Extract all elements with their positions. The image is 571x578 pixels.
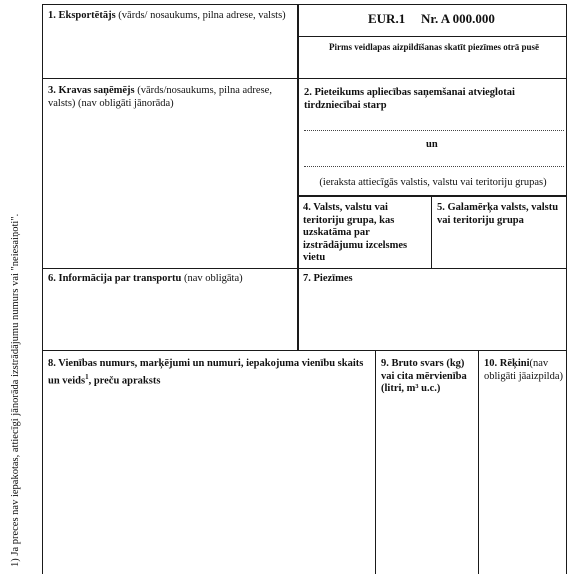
field-8-label: 8. Vienības numurs, marķējumi un numuri, iepakojuma vienību skaits un veids bbox=[48, 358, 364, 386]
field-3-detail: (vārds/nosaukums, pilna adrese, valsts) (nav obligāti jānorāda) bbox=[48, 85, 272, 109]
col-9-10 bbox=[478, 350, 479, 574]
frame-right bbox=[566, 4, 567, 574]
divider-row4 bbox=[42, 350, 567, 351]
field-1-label: 1. Eksportētājs bbox=[48, 10, 116, 21]
form-instruction: Pirms veidlapas aizpildīšanas skatīt piezīmes otrā pusē bbox=[328, 42, 539, 52]
box2-bottom bbox=[297, 195, 567, 197]
field-5-destination[interactable]: 5. Galamērķa valsts, valstu vai teritoriju grupa bbox=[437, 202, 559, 226]
field-1-exporter[interactable] bbox=[48, 10, 294, 23]
field-7-remarks[interactable]: 7. Piezīmes bbox=[303, 273, 353, 284]
col-8-9 bbox=[375, 350, 376, 574]
field-4-origin[interactable]: 4. Valsts, valstu vai teritoriju grupa, kas uzskatāma par izstrādājumu izcelsmes vietu bbox=[303, 202, 408, 263]
field-6-label: 6. Informācija par transportu bbox=[48, 273, 182, 284]
divider-header bbox=[297, 36, 567, 37]
field-2-dotted-line-2[interactable] bbox=[304, 166, 564, 167]
field-6-transport[interactable] bbox=[48, 273, 294, 286]
field-8-goods[interactable] bbox=[48, 358, 370, 388]
form-title: EUR.1 bbox=[368, 11, 406, 26]
field-2-label: 2. Pieteikums apliecības saņemšanai atvieglotai tirdzniecībai starp bbox=[304, 87, 515, 111]
field-2-conjunction: un bbox=[426, 139, 438, 150]
form-number: Nr. A 000.000 bbox=[421, 11, 495, 26]
frame-left bbox=[42, 4, 43, 574]
side-footnote: 1) Ja preces nav iepakotas, attiecīgi jānorāda izstrādājumu numurs vai "neiesaiņoti". bbox=[10, 213, 21, 567]
divider-row1 bbox=[42, 78, 567, 79]
field-1-detail: (vārds/ nosaukums, pilna adrese, valsts) bbox=[115, 10, 286, 21]
field-2-dotted-line-1[interactable] bbox=[304, 130, 564, 131]
field-8-label-end: , preču apraksts bbox=[88, 375, 161, 386]
divider-row3 bbox=[42, 268, 567, 269]
col-4-5 bbox=[431, 196, 432, 269]
frame-top bbox=[42, 4, 567, 5]
field-3-label: 3. Kravas saņēmējs bbox=[48, 85, 135, 96]
field-2-note: (ieraksta attiecīgās valstis, valstu vai teritoriju grupas) bbox=[319, 177, 547, 188]
col-main-upper bbox=[297, 4, 299, 351]
field-10-label: 10. Rēķini bbox=[484, 358, 530, 369]
field-3-consignee[interactable] bbox=[48, 85, 294, 110]
field-6-detail: (nav obligāta) bbox=[181, 273, 243, 284]
field-10-invoices[interactable] bbox=[484, 358, 564, 383]
field-9-gross-weight[interactable]: 9. Bruto svars (kg) vai cita mērvienība (litri, m³ u.c.) bbox=[381, 358, 467, 394]
field-8-footnote-mark: 1 bbox=[85, 372, 89, 381]
field-10-detail: (nav obligāti jāaizpilda) bbox=[484, 358, 564, 382]
